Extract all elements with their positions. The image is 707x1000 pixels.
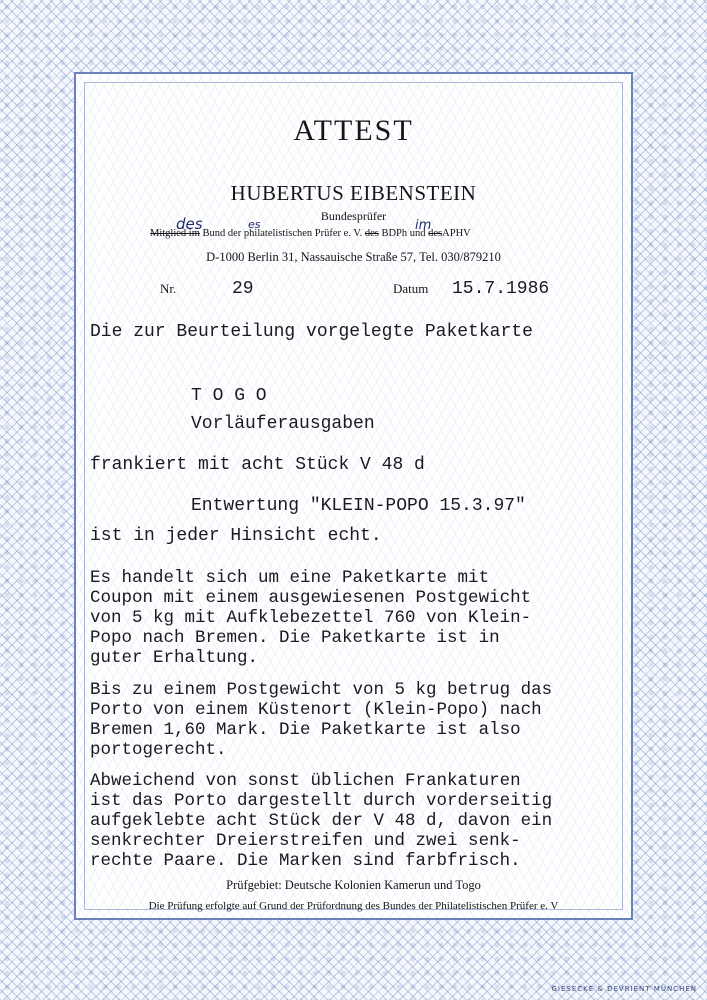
examiner-address: D-1000 Berlin 31, Nassauische Straße 57, Tel. 030/879210	[206, 250, 501, 264]
franking-paragraph: Abweichend von sonst üblichen Frankaturen ist das Porto dargestellt durch vorderseitig aufgeklebte acht Stück der V 48 d, davon ein senkrechter Dreierstreifen und zwei senk- rechte Paare. Die Marken sind farbfrisch.	[90, 771, 553, 871]
membership-struck: Mitglied im	[150, 228, 200, 239]
examiner-name: HUBERTUS EIBENSTEIN	[230, 181, 477, 205]
country-line: T O G O	[191, 386, 267, 406]
certificate-title: ATTEST	[293, 114, 414, 147]
certificate-date: 15.7.1986	[452, 279, 550, 299]
verdict-line: ist in jeder Hinsicht echt.	[90, 526, 382, 546]
membership-struck2: des	[364, 228, 379, 239]
examiner-role: Bundesprüfer	[320, 209, 387, 223]
examination-regulation: Die Prüfung erfolgte auf Grund der Prüfordnung des Bundes der Philatelistischen Prüfer e. V	[148, 900, 559, 912]
number-label: Nr.	[160, 281, 177, 296]
membership-line	[150, 228, 471, 239]
membership-tail: APHV	[442, 228, 471, 239]
printer-imprint: GIESECKE & DEVRIENT MÜNCHEN	[551, 985, 697, 993]
date-label: Datum	[393, 281, 429, 296]
issue-line: Vorläuferausgaben	[191, 414, 375, 434]
franking-line: frankiert mit acht Stück V 48 d	[90, 455, 425, 475]
postage-paragraph: Bis zu einem Postgewicht von 5 kg betrug das Porto von einem Küstenort (Klein-Popo) nach Bremen 1,60 Mark. Die Paketkarte ist also portogerecht.	[90, 680, 553, 760]
membership-struck3: des	[428, 228, 443, 239]
handwritten-es: es	[248, 218, 261, 231]
handwritten-des: des	[176, 215, 203, 233]
intro-line: Die zur Beurteilung vorgelegte Paketkarte	[90, 322, 533, 342]
certificate-number: 29	[232, 279, 254, 299]
membership-mid: Bund der philatelistischen Prüfer e. V.	[202, 228, 363, 239]
examination-scope: Prüfgebiet: Deutsche Kolonien Kamerun und Togo	[226, 878, 481, 892]
cancel-line: Entwertung "KLEIN-POPO 15.3.97"	[191, 496, 526, 516]
description-paragraph: Es handelt sich um eine Paketkarte mit Coupon mit einem ausgewiesenen Postgewicht von 5 kg mit Aufklebezettel 760 von Klein- Popo nach Bremen. Die Paketkarte ist in guter Erhaltung.	[90, 568, 532, 668]
handwritten-im: im	[415, 218, 432, 233]
membership-end: BDPh und	[381, 228, 426, 239]
